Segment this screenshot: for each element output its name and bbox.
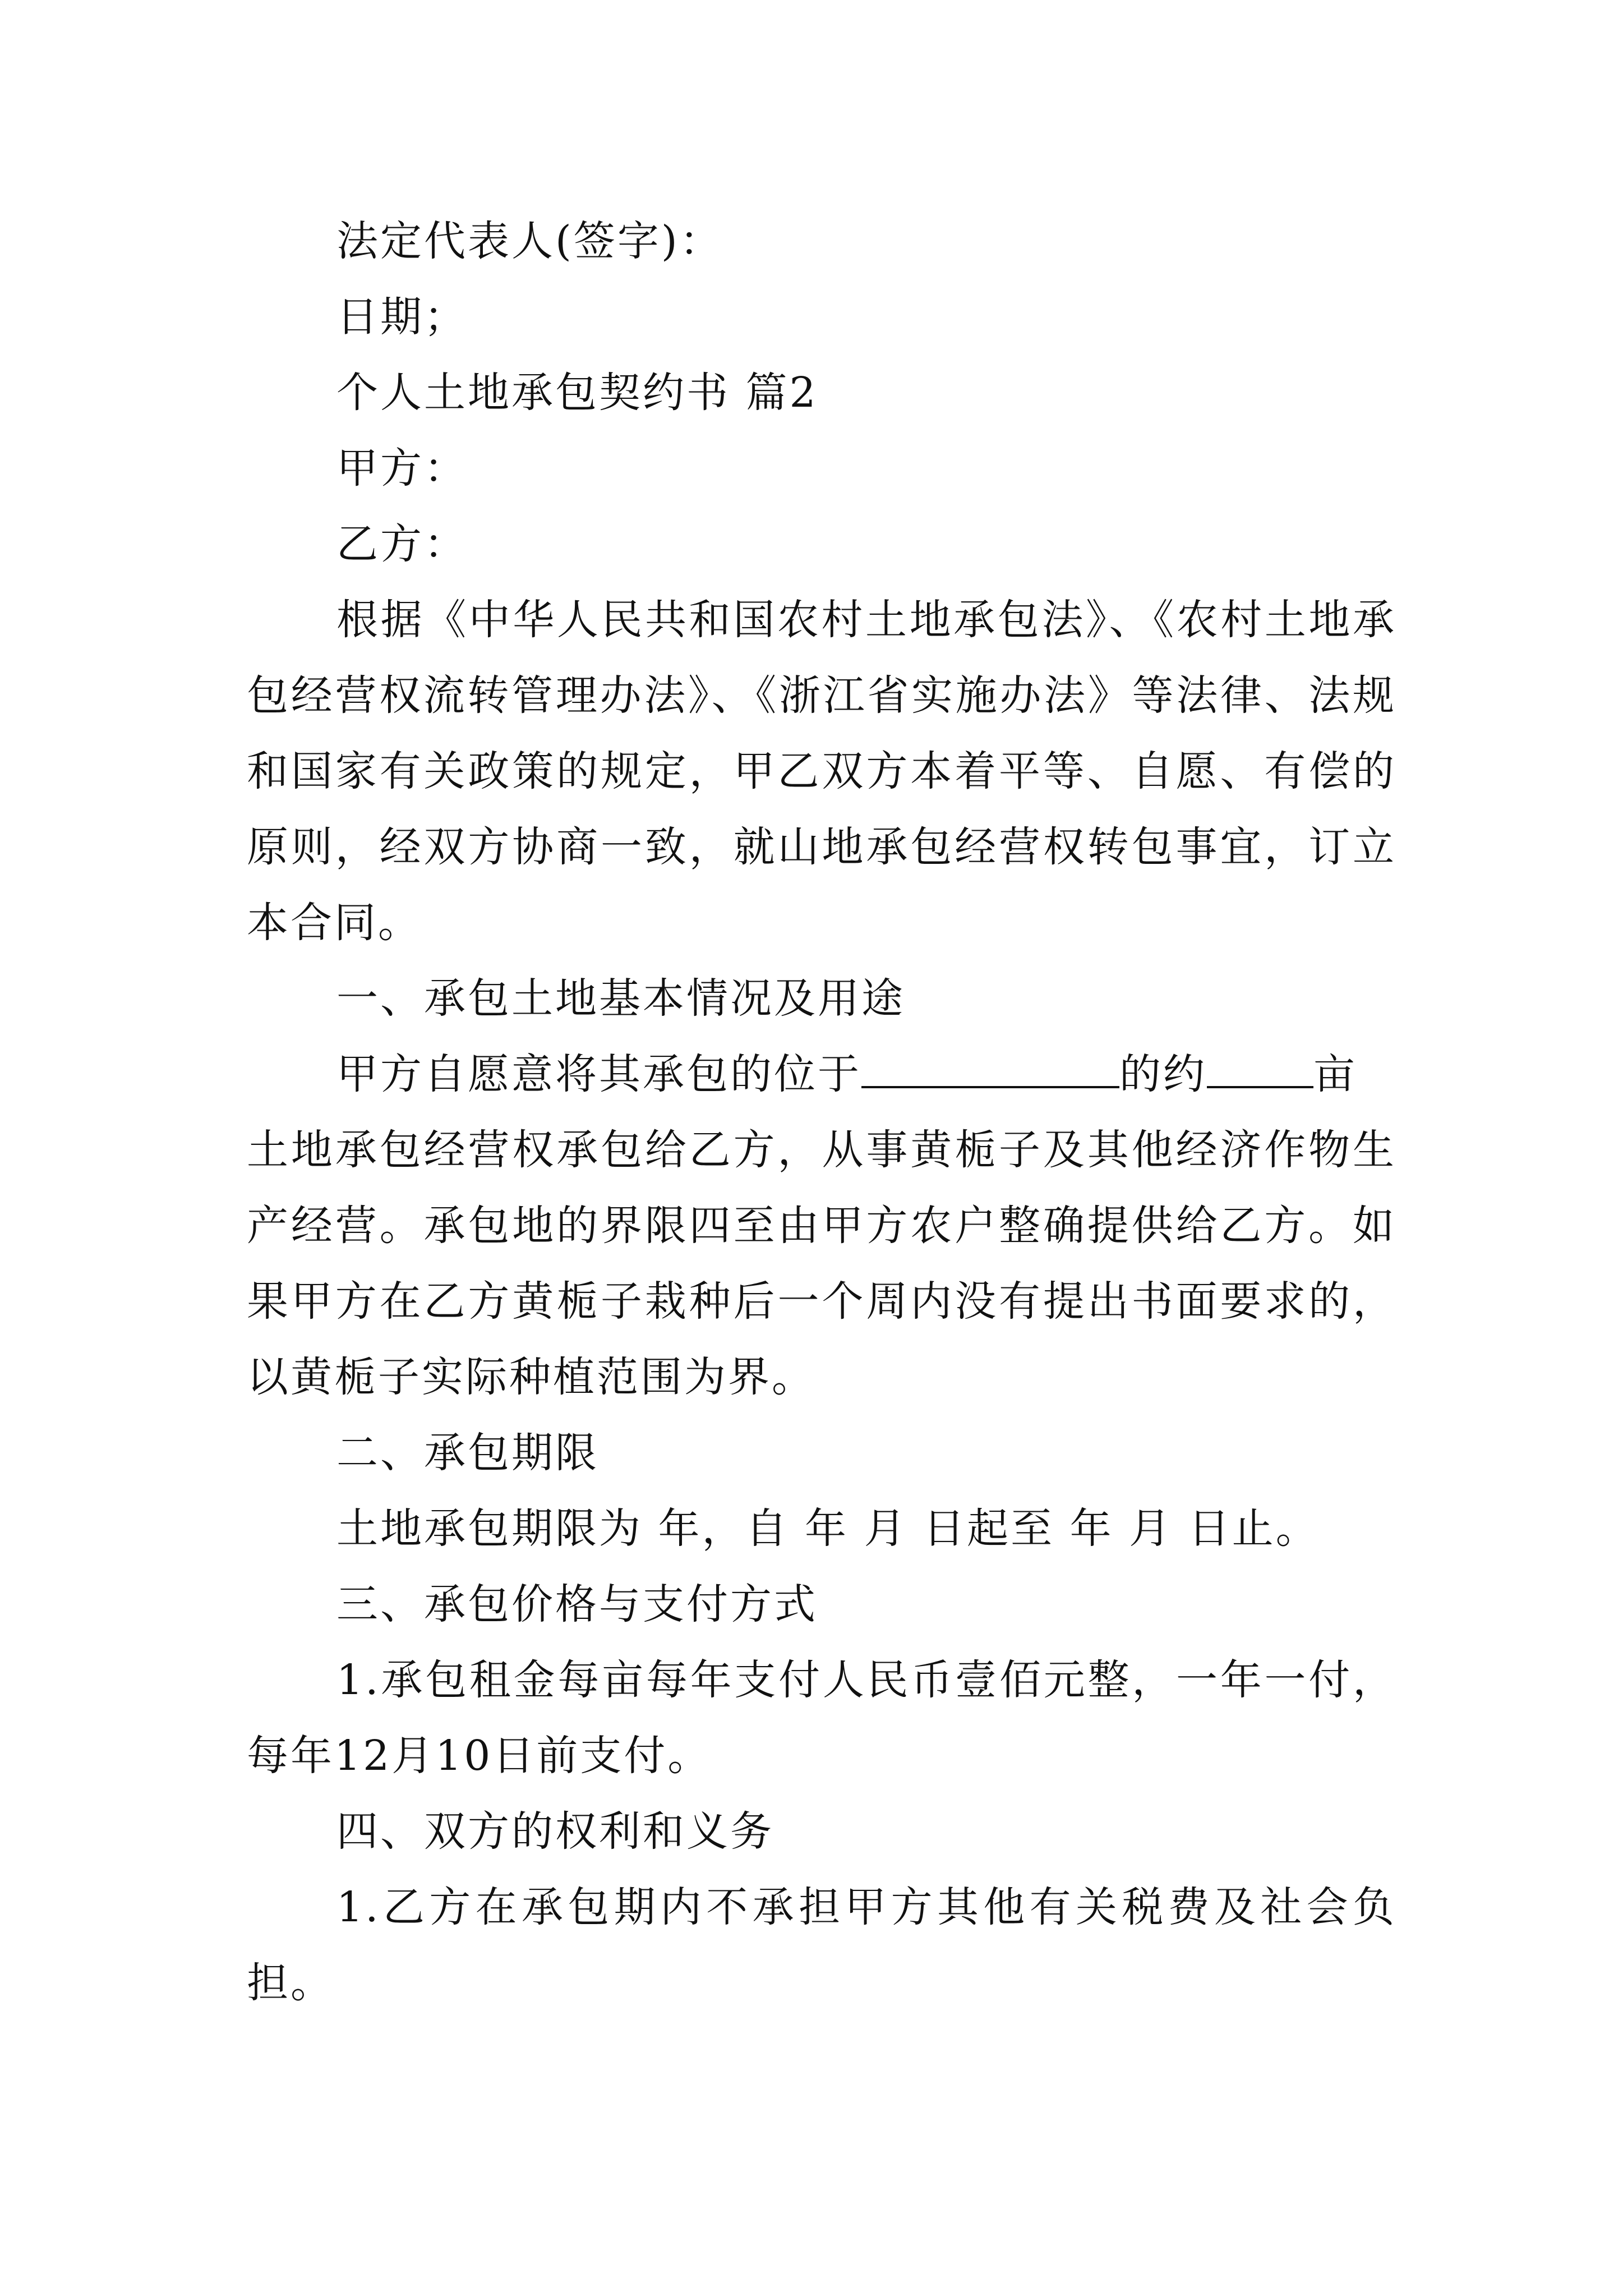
paragraph-land-line-5: 以黄栀子实际种植范围为界。 (247, 1353, 815, 1401)
land-text-location-prefix: 甲方自愿意将其承包的位于 (336, 1050, 861, 1098)
paragraph-basis-line-1: 根据《中华人民共和国农村土地承包法》、《农村土地承 (336, 596, 1396, 644)
area-blank (1207, 1050, 1313, 1088)
paragraph-basis-line-3: 和国家有关政策的规定，甲乙双方本着平等、自愿、有偿的 (247, 747, 1396, 795)
party-b-line: 乙方： (336, 520, 468, 568)
land-text-mu: 亩 (1313, 1050, 1357, 1098)
paragraph-price-line-1: 1.承包租金每亩每年支付人民币壹佰元整，一年一付， (336, 1656, 1396, 1704)
location-blank (861, 1050, 1119, 1088)
paragraph-basis-line-4: 原则，经双方协商一致，就山地承包经营权转包事宜，订立 (247, 823, 1396, 871)
heading-term: 二、承包期限 (336, 1429, 599, 1477)
paragraph-term: 土地承包期限为 年，自 年 月 日起至 年 月 日止。 (336, 1504, 1320, 1553)
paragraph-land-line-4: 果甲方在乙方黄栀子栽种后一个周内没有提出书面要求的， (247, 1277, 1396, 1326)
paragraph-rights-line-1: 1.乙方在承包期内不承担甲方其他有关税费及社会负 (336, 1883, 1396, 1931)
contract-section-title: 个人土地承包契约书 篇2 (336, 369, 818, 417)
legal-representative-signature-line: 法定代表人(签字)： (336, 217, 723, 265)
heading-price-payment: 三、承包价格与支付方式 (336, 1580, 818, 1628)
heading-land-basics: 一、承包土地基本情况及用途 (336, 974, 905, 1023)
paragraph-basis-line-5: 本合同。 (247, 899, 422, 947)
paragraph-basis-line-2: 包经营权流转管理办法》、《浙江省实施办法》等法律、法规 (247, 671, 1396, 720)
party-a-line: 甲方： (336, 444, 468, 493)
paragraph-price-line-2: 每年12月10日前支付。 (247, 1732, 712, 1780)
paragraph-rights-line-2: 担。 (247, 1959, 334, 2007)
paragraph-land-line-1 (336, 1049, 1396, 1099)
heading-rights-obligations: 四、双方的权利和义务 (336, 1807, 774, 1856)
paragraph-land-line-3: 产经营。承包地的界限四至由甲方农户整确提供给乙方。如 (247, 1202, 1396, 1250)
date-line: 日期； (336, 293, 468, 341)
paragraph-land-line-2: 土地承包经营权承包给乙方，从事黄栀子及其他经济作物生 (247, 1126, 1396, 1174)
land-text-about: 的约 (1119, 1050, 1207, 1098)
